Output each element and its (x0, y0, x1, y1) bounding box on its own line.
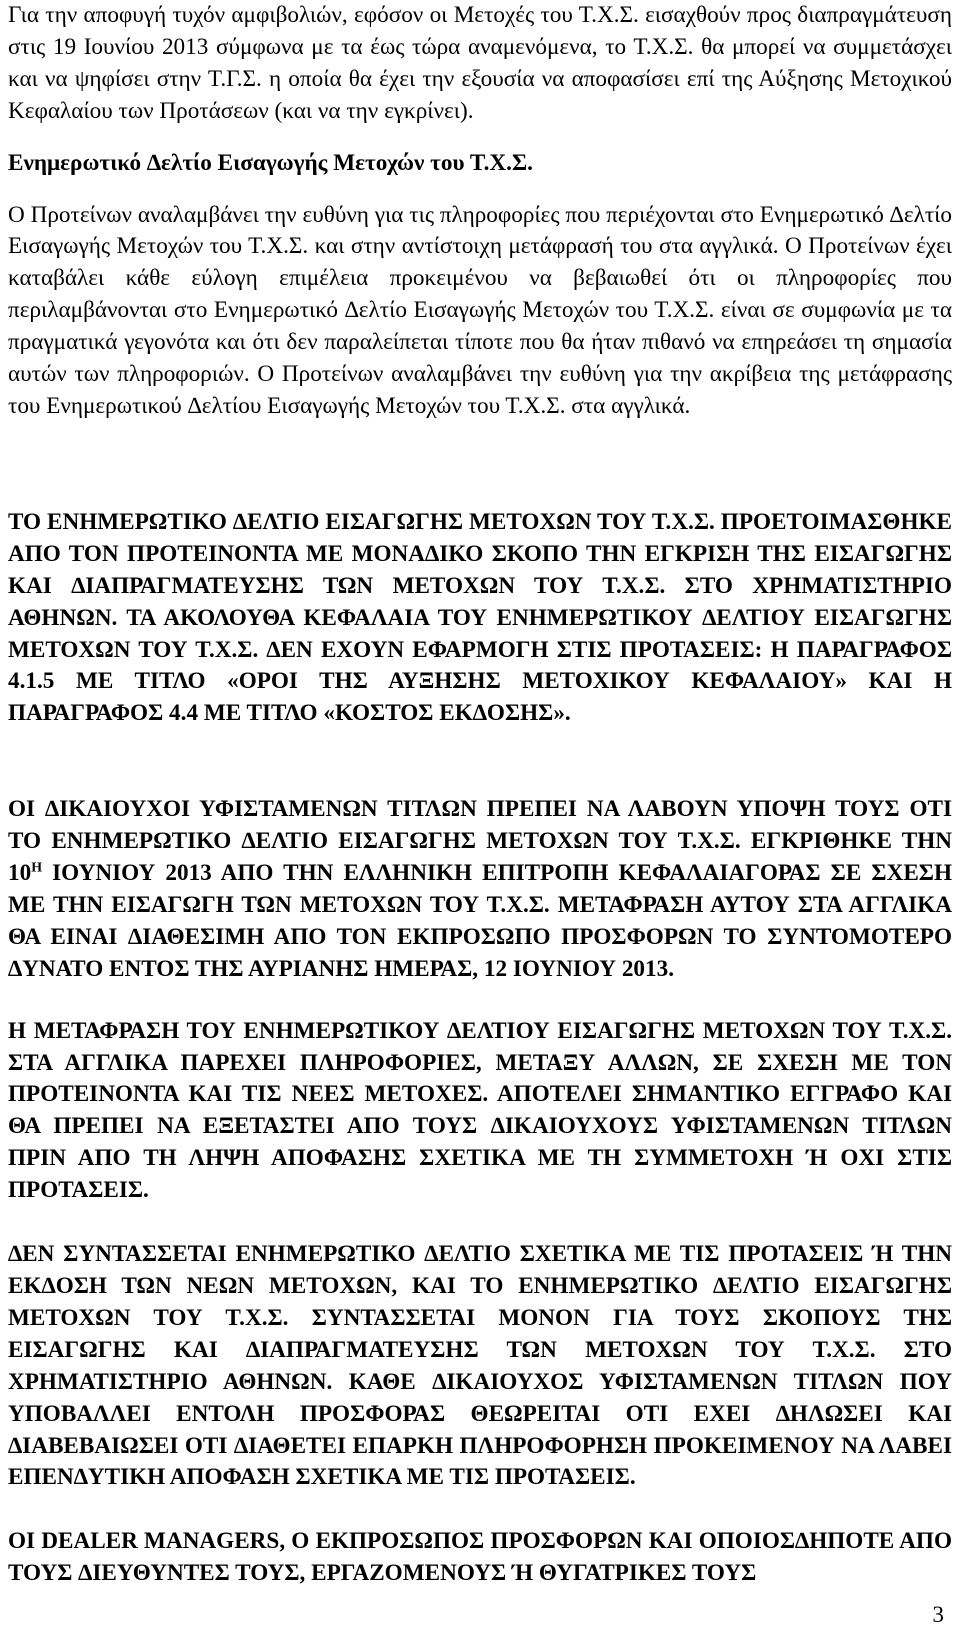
notice-approval-date (8, 794, 952, 985)
section-heading: Ενημερωτικό ∆ελτίο Εισαγωγής Μετοχών του Τ.Χ.Σ. (8, 149, 533, 176)
ordinal-superscript: Η (31, 860, 43, 876)
intro-paragraph: Για την αποφυγή τυχόν αμφιβολιών, εφόσον οι Μετοχές του Τ.Χ.Σ. εισαχθούν προς διαπραγμάτευση στις 19 Ιουνίου 2013 σύμφωνα με τα έως τώρα αναμενόμενα, το Τ.Χ.Σ. θα μπορεί να συμμετάσχει και να ψηφίσει στην Τ.Γ.Σ. η οποία θα έχει την εξουσία να αποφασίσει επί της Αύξησης Μετοχικού Κεφαλαίου των Προτάσεων (και να την εγκρίνει). (8, 2, 952, 124)
responsibility-paragraph: Ο Προτείνων αναλαμβάνει την ευθύνη για τις πληροφορίες που περιέχονται στο Ενημερωτικό ∆ελτίο Εισαγωγής Μετοχών του Τ.Χ.Σ. και στην αντίστοιχη μετάφρασή του στα αγγλικά. Ο Προτείνων έχει καταβάλει κάθε εύλογη επιμέλεια προκειμένου να βεβαιωθεί ότι οι πληροφορίες που περιλαμβάνονται στο Ενημερωτικό ∆ελτίο Εισαγωγής Μετοχών του Τ.Χ.Σ. είναι σε συμφωνία με τα πραγματικά γεγονότα και ότι δεν παραλείπεται τίποτε που θα ήταν πιθανό να επηρεάσει τη σημασία αυτών των πληροφοριών. Ο Προτείνων αναλαμβάνει την ευθύνη για την ακρίβεια της μετάφρασης του Ενημερωτικού ∆ελτίου Εισαγωγής Μετοχών του Τ.Χ.Σ. στα αγγλικά. (8, 201, 952, 419)
notice-translation: Η ΜΕΤΑΦΡΑΣΗ ΤΟΥ ΕΝΗΜΕΡΩΤΙΚΟΥ ∆ΕΛΤΙΟΥ ΕΙΣΑΓΩΓΗΣ ΜΕΤΟΧΩΝ ΤΟΥ Τ.Χ.Σ. ΣΤΑ ΑΓΓΛΙΚΑ ΠΑΡΕΧΕΙ ΠΛΗΡΟΦΟΡΙΕΣ, ΜΕΤΑΞΥ ΑΛΛΩΝ, ΣΕ ΣΧΕΣΗ ΜΕ ΤΟΝ ΠΡΟΤΕΙΝΟΝΤΑ ΚΑΙ ΤΙΣ ΝΕΕΣ ΜΕΤΟΧΕΣ. ΑΠΟΤΕΛΕΙ ΣΗΜΑΝΤΙΚΟ ΕΓΓΡΑΦΟ ΚΑΙ ΘΑ ΠΡΕΠΕΙ ΝΑ ΕΞΕΤΑΣΤΕΙ ΑΠΟ ΤΟΥΣ ∆ΙΚΑΙΟΥΧΟΥΣ ΥΦΙΣΤΑΜΕΝΩΝ ΤΙΤΛΩΝ ΠΡΙΝ ΑΠΟ ΤΗ ΛΗΨΗ ΑΠΟΦΑΣΗΣ ΣΧΕΤΙΚΑ ΜΕ ΤΗ ΣΥΜΜΕΤΟΧΗ Ή ΟΧΙ ΣΤΙΣ ΠΡΟΤΑΣΕΙΣ. (8, 1017, 952, 1204)
notice-prospectus-purpose: ΤΟ ΕΝΗΜΕΡΩΤΙΚΟ ∆ΕΛΤΙΟ ΕΙΣΑΓΩΓΗΣ ΜΕΤΟΧΩΝ ΤΟΥ Τ.Χ.Σ. ΠΡΟΕΤΟΙΜΑΣΘΗΚΕ ΑΠΟ ΤΟΝ ΠΡΟΤΕΙΝΟΝΤΑ ΜΕ ΜΟΝΑ∆ΙΚΟ ΣΚΟΠΟ ΤΗΝ ΕΓΚΡΙΣΗ ΤΗΣ ΕΙΣΑΓΩΓΗΣ ΚΑΙ ∆ΙΑΠΡΑΓΜΑΤΕΥΣΗΣ ΤΩΝ ΜΕΤΟΧΩΝ ΤΟΥ Τ.Χ.Σ. ΣΤΟ ΧΡΗΜΑΤΙΣΤΗΡΙΟ ΑΘΗΝΩΝ. ΤΑ ΑΚΟΛΟΥΘΑ ΚΕΦΑΛΑΙΑ ΤΟΥ ΕΝΗΜΕΡΩΤΙΚΟΥ ∆ΕΛΤΙΟΥ ΕΙΣΑΓΩΓΗΣ ΜΕΤΟΧΩΝ ΤΟΥ Τ.Χ.Σ. ∆ΕΝ ΕΧΟΥΝ ΕΦΑΡΜΟΓΗ ΣΤΙΣ ΠΡΟΤΑΣΕΙΣ: Η ΠΑΡΑΓΡΑΦΟΣ 4.1.5 ΜΕ ΤΙΤΛΟ «ΟΡΟΙ ΤΗΣ ΑΥΞΗΣΗΣ ΜΕΤΟΧΙΚΟΥ ΚΕΦΑΛΑΙΟΥ» ΚΑΙ Η ΠΑΡΑΓΡΑΦΟΣ 4.4 ΜΕ ΤΙΤΛΟ «ΚΟΣΤΟΣ ΕΚ∆ΟΣΗΣ». (8, 508, 952, 727)
notice-dealer-managers: ΟΙ DEALER MANAGERS, Ο ΕΚΠΡΟΣΩΠΟΣ ΠΡΟΣΦΟΡΩΝ ΚΑΙ ΟΠΟΙΟΣ∆ΗΠΟΤΕ ΑΠΟ ΤΟΥΣ ∆ΙΕΥΘΥΝΤΕΣ ΤΟΥΣ, ΕΡΓΑΖΟΜΕΝΟΥΣ Ή ΘΥΓΑΤΡΙΚΕΣ ΤΟΥΣ (8, 1528, 952, 1587)
document-page (8, 0, 952, 1590)
page-number: 3 (932, 1602, 944, 1628)
notice-approval-text-a: ΟΙ ∆ΙΚΑΙΟΥΧΟΙ ΥΦΙΣΤΑΜΕΝΩΝ ΤΙΤΛΩΝ ΠΡΕΠΕΙ ΝΑ ΛΑΒΟΥΝ ΥΠΟΨΗ ΤΟΥΣ ΟΤΙ ΤΟ ΕΝΗΜΕΡΩΤΙΚΟ ∆ΕΛΤΙΟ ΕΙΣΑΓΩΓΗΣ ΜΕΤΟΧΩΝ ΤΟΥ Τ.Χ.Σ. ΕΓΚΡΙΘΗΚΕ ΤΗΝ 10 (8, 796, 952, 887)
notice-no-prospectus: ∆ΕΝ ΣΥΝΤΑΣΣΕΤΑΙ ΕΝΗΜΕΡΩΤΙΚΟ ∆ΕΛΤΙΟ ΣΧΕΤΙΚΑ ΜΕ ΤΙΣ ΠΡΟΤΑΣΕΙΣ Ή ΤΗΝ ΕΚ∆ΟΣΗ ΤΩΝ ΝΕΩΝ ΜΕΤΟΧΩΝ, ΚΑΙ ΤΟ ΕΝΗΜΕΡΩΤΙΚΟ ∆ΕΛΤΙΟ ΕΙΣΑΓΩΓΗΣ ΜΕΤΟΧΩΝ ΤΟΥ Τ.Χ.Σ. ΣΥΝΤΑΣΣΕΤΑΙ ΜΟΝΟΝ ΓΙΑ ΤΟΥΣ ΣΚΟΠΟΥΣ ΤΗΣ ΕΙΣΑΓΩΓΗΣ ΚΑΙ ∆ΙΑΠΡΑΓΜΑΤΕΥΣΗΣ ΤΩΝ ΜΕΤΟΧΩΝ ΤΟΥ Τ.Χ.Σ. ΣΤΟ ΧΡΗΜΑΤΙΣΤΗΡΙΟ ΑΘΗΝΩΝ. ΚΑΘΕ ∆ΙΚΑΙΟΥΧΟΣ ΥΦΙΣΤΑΜΕΝΩΝ ΤΙΤΛΩΝ ΠΟΥ ΥΠΟΒΑΛΛΕΙ ΕΝΤΟΛΗ ΠΡΟΣΦΟΡΑΣ ΘΕΩΡΕΙΤΑΙ ΟΤΙ ΕΧΕΙ ∆ΗΛΩΣΕΙ ΚΑΙ ∆ΙΑΒΕΒΑΙΩΣΕΙ ΟΤΙ ∆ΙΑΘΕΤΕΙ ΕΠΑΡΚΗ ΠΛΗΡΟΦΟΡΗΣΗ ΠΡΟΚΕΙΜΕΝΟΥ ΝΑ ΛΑΒΕΙ ΕΠΕΝ∆ΥΤΙΚΗ ΑΠΟΦΑΣΗ ΣΧΕΤΙΚΑ ΜΕ ΤΙΣ ΠΡΟΤΑΣΕΙΣ. (8, 1241, 952, 1491)
notice-approval-text-b: ΙΟΥΝΙΟΥ 2013 ΑΠΟ ΤΗΝ ΕΛΛΗΝΙΚΗ ΕΠΙΤΡΟΠΗ ΚΕΦΑΛΑΙΑΓΟΡΑΣ ΣΕ ΣΧΕΣΗ ΜΕ ΤΗΝ ΕΙΣΑΓΩΓΗ ΤΩΝ ΜΕΤΟΧΩΝ ΤΟΥ Τ.Χ.Σ. ΜΕΤΑΦΡΑΣΗ ΑΥΤΟΥ ΣΤΑ ΑΓΓΛΙΚΑ ΘΑ ΕΙΝΑΙ ∆ΙΑΘΕΣΙΜΗ ΑΠΟ ΤΟΝ ΕΚΠΡΟΣΩΠΟ ΠΡΟΣΦΟΡΩΝ ΤΟ ΣΥΝΤΟΜΟΤΕΡΟ ∆ΥΝΑΤΟ ΕΝΤΟΣ ΤΗΣ ΑΥΡΙΑΝΗΣ ΗΜΕΡΑΣ, 12 ΙΟΥΝΙΟΥ 2013. (8, 860, 952, 982)
